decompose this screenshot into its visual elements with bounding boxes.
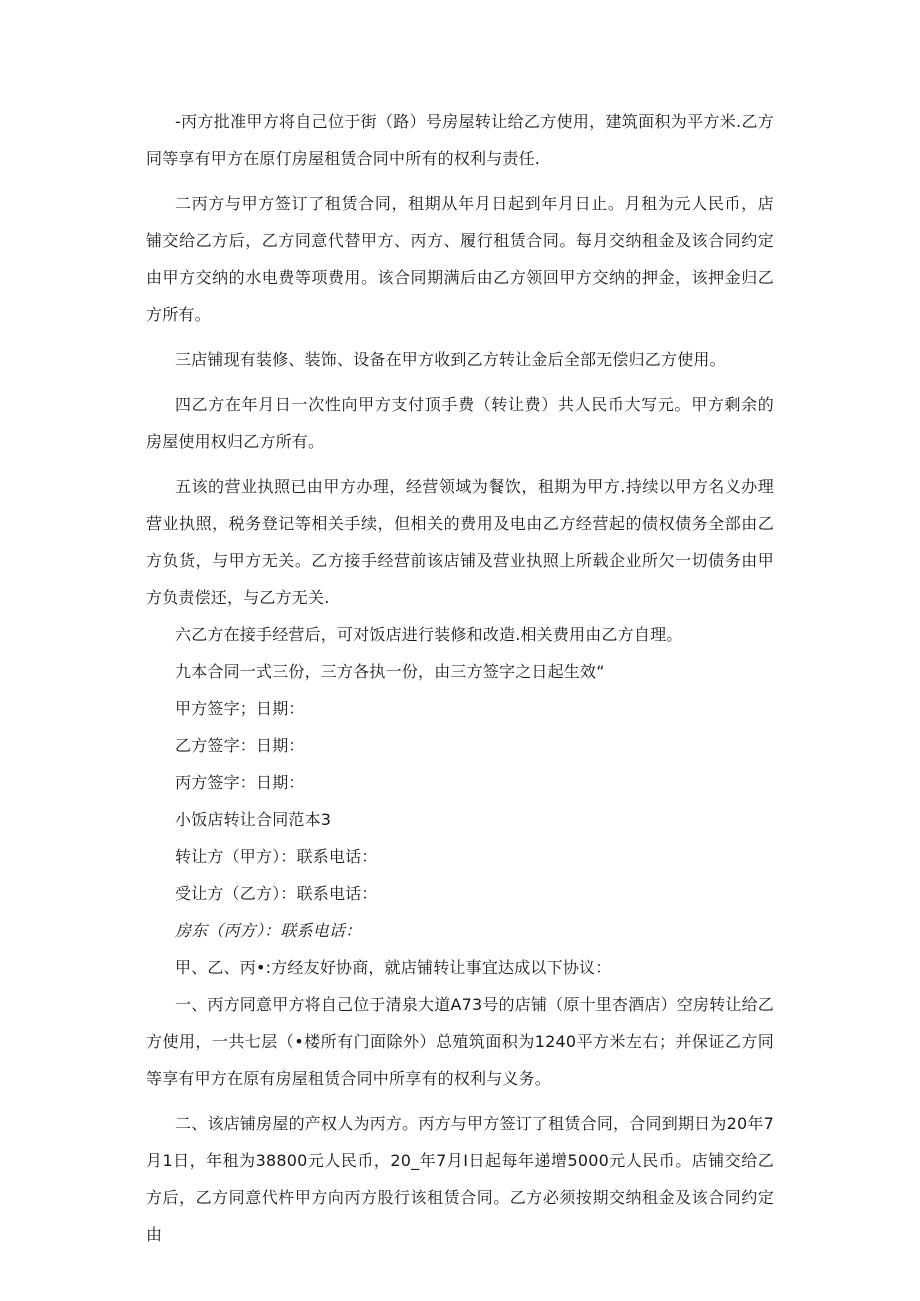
clause-paragraph-2: 二丙方与甲方签订了租赁合同，租期从年月日起到年月日止。月租为元人民币，店铺交给乙方后，乙方同意代替甲方、丙方、履行租赁合同。每月交纳租金及该合同约定由甲方交纳的水电费等项费用。该合同期满后由乙方领回甲方交纳的押金，该押金归乙方所有。 <box>146 194 774 324</box>
section-title-template-3: 小饭店转让合同范本3 <box>175 810 332 829</box>
agreement-intro-line: 甲、乙、丙•:方经友好协商，就店铺转让事宜达成以下协议： <box>175 958 612 977</box>
clause-paragraph-3: 三店铺现有装修、装饰、设备在甲方收到乙方转让金后全部无偿归乙方使用。 <box>175 350 726 369</box>
agreement-clause-2: 二、该店铺房屋的产权人为丙方。丙方与甲方签订了租赁合同，合同到期日为20年7月1日，年租为38800元人民币，20_年7月I日起每年递增5000元人民币。店铺交给乙方后，乙方同意代杵甲方向丙方股行该租赁合同。乙方必须按期交纳租金及该合同约定由 <box>146 1114 774 1244</box>
clause-line-6: 六乙方在接手经营后，可对饭店进行装修和改造.相关费用由乙方自理。 <box>175 625 683 644</box>
signature-line-party-a: 甲方签字；日期： <box>175 699 305 718</box>
agreement-clause-1: 一、丙方同意甲方将自己位于清泉大道A73号的店铺（原十里杏酒店）空房转让给乙方使用，一共七层（•楼所有门面除外）总殖筑面积为1240平方米左右；并保证乙方同等享有甲方在原有房屋租赁合同中所享有的权利与义务。 <box>146 995 774 1088</box>
transferee-line: 受让方（乙方）：联系电话： <box>175 884 378 903</box>
signature-line-party-b: 乙方签字：日期： <box>175 736 305 755</box>
landlord-line: 房东（丙方）：联系电话： <box>175 921 362 940</box>
document-body <box>146 103 774 1253</box>
clause-paragraph-5: 五该的营业执照已由甲方办理，经营领域为餐饮，租期为甲方.持续以甲方名义办理营业执照，税务登记等相关手续，但相关的费用及电由乙方经营起的债权债务全部由乙方负货，与甲方无关。乙方接手经营前该店铺及营业执照上所载企业所欠一切债务由甲方负责偿还，与乙方无关. <box>146 477 774 607</box>
signature-line-party-c: 丙方签字：日期： <box>175 773 305 792</box>
clause-paragraph-1: -丙方批准甲方将自己位于街（路）号房屋转让给乙方使用，建筑面积为平方米.乙方同等享有甲方在原仃房屋租赁合同中所有的权利与责任. <box>146 112 774 168</box>
clause-line-9: 九本合同一式三份，三方各执一份，由三方签字之日起生效“ <box>175 662 605 681</box>
clause-paragraph-4: 四乙方在年月日一次性向甲方支付顶手费（转让费）共人民币大写元。甲方剩余的房屋使用权归乙方所有。 <box>146 395 774 451</box>
transferor-line: 转让方（甲方）：联系电话： <box>175 847 378 866</box>
